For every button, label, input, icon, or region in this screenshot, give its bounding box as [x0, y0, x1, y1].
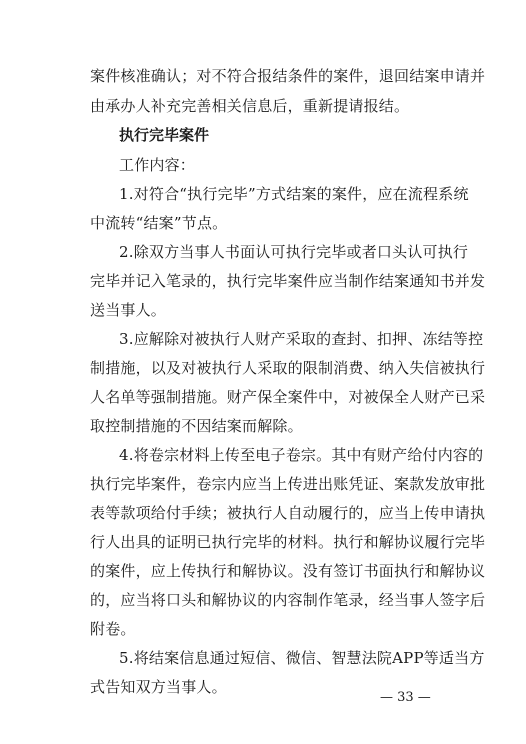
- paragraph-line: 表等款项给付手续；被执行人自动履行的，应当上传申请执: [90, 504, 486, 522]
- paragraph-line: 附卷。: [90, 620, 136, 638]
- paragraph-line: 制措施，以及对被执行人采取的限制消费、纳入失信被执行: [90, 359, 486, 377]
- paragraph-line: 送当事人。: [90, 301, 167, 319]
- paragraph-line: 的案件，应上传执行和解协议。没有签订书面执行和解协议: [90, 562, 486, 580]
- paragraph-line: 5.将结案信息通过短信、微信、智慧法院APP等适当方: [119, 649, 485, 667]
- paragraph-line: 工作内容：: [119, 156, 196, 174]
- paragraph-line: 1.对符合“执行完毕”方式结案的案件，应在流程系统: [119, 185, 469, 203]
- paragraph-line: 中流转“结案”节点。: [90, 214, 228, 232]
- paragraph-line: 完毕并记入笔录的，执行完毕案件应当制作结案通知书并发: [90, 272, 486, 290]
- paragraph-line: 3.应解除对被执行人财产采取的查封、扣押、冻结等控: [119, 330, 484, 348]
- paragraph-line: 取控制措施的不因结案而解除。: [90, 417, 303, 435]
- page-number: — 33 —: [380, 690, 431, 705]
- paragraph-line: 人名单等强制措施。财产保全案件中，对被保全人财产已采: [90, 388, 486, 406]
- paragraph-line: 式告知双方当事人。: [90, 678, 227, 696]
- paragraph-line: 由承办人补充完善相关信息后，重新提请报结。: [90, 97, 410, 115]
- paragraph-line: 的，应当将口头和解协议的内容制作笔录，经当事人签字后: [90, 591, 486, 609]
- paragraph-line: 行人出具的证明已执行完毕的材料。执行和解协议履行完毕: [90, 533, 486, 551]
- paragraph-line: 4.将卷宗材料上传至电子卷宗。其中有财产给付内容的: [119, 446, 484, 464]
- paragraph-line: 执行完毕案件，卷宗内应当上传进出账凭证、案款发放审批: [90, 475, 486, 493]
- section-heading: 执行完毕案件: [119, 126, 210, 144]
- paragraph-line: 案件核准确认；对不符合报结条件的案件，退回结案申请并: [90, 67, 486, 85]
- paragraph-line: 2.除双方当事人书面认可执行完毕或者口头认可执行: [119, 243, 469, 261]
